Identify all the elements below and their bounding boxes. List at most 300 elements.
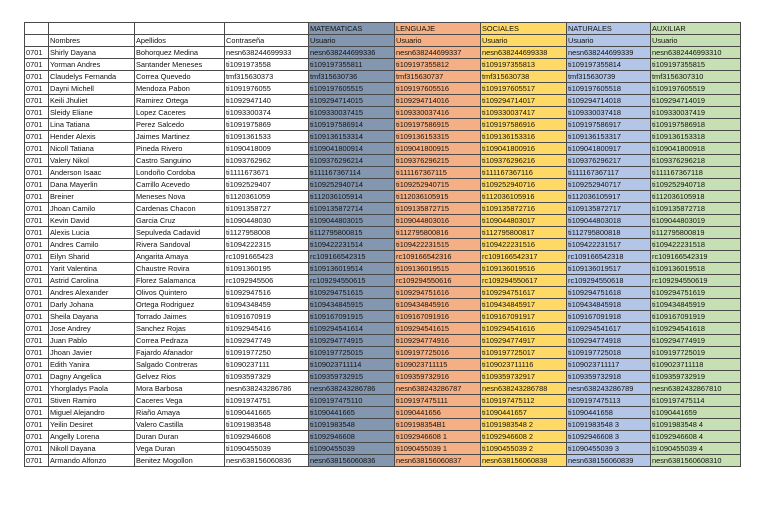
grupo-cell[interactable]: 0701	[25, 311, 49, 323]
usuario-naturales-cell[interactable]: ti109197355814	[567, 59, 651, 71]
subject-lenguaje[interactable]: LENGUAJE	[395, 23, 481, 35]
grupo-cell[interactable]: 0701	[25, 395, 49, 407]
usuario-auxiliar-cell[interactable]: ti109294714019	[651, 95, 741, 107]
usuario-auxiliar-cell[interactable]: rc109294550619	[651, 275, 741, 287]
usuario-naturales-cell[interactable]: ti1090455039 3	[567, 443, 651, 455]
usuario-naturales-cell[interactable]: ti109252940717	[567, 179, 651, 191]
usuario-lenguaje-cell[interactable]: ti109197355812	[395, 59, 481, 71]
usuario-auxiliar-cell[interactable]: ti109044803019	[651, 215, 741, 227]
usuario-matematicas-cell[interactable]: ti109044803015	[309, 215, 395, 227]
usuario-sociales-cell[interactable]: ti1090455039 2	[481, 443, 567, 455]
usuario-auxiliar-cell[interactable]: ti109197725019	[651, 347, 741, 359]
nombres-cell[interactable]: Dana Mayerlin	[49, 179, 135, 191]
usuario-sociales-cell[interactable]: ti109167091917	[481, 311, 567, 323]
usuario-auxiliar-cell[interactable]: ti109294751619	[651, 287, 741, 299]
contrasena-cell[interactable]: ti1094222315	[225, 239, 309, 251]
nombres-cell[interactable]: Sheila Dayana	[49, 311, 135, 323]
usuario-matematicas-cell[interactable]: ti109294751615	[309, 287, 395, 299]
empty-cell[interactable]	[49, 23, 135, 35]
apellidos-cell[interactable]: Mora Barbosa	[135, 383, 225, 395]
apellidos-cell[interactable]: Cardenas Chacon	[135, 203, 225, 215]
usuario-lenguaje-cell[interactable]: ti112795800816	[395, 227, 481, 239]
usuario-auxiliar-cell[interactable]: ti109294774919	[651, 335, 741, 347]
usuario-matematicas-cell[interactable]: ti109136153314	[309, 131, 395, 143]
usuario-naturales-cell[interactable]: ti1090441658	[567, 407, 651, 419]
usuario-auxiliar-cell[interactable]: ti109294541618	[651, 323, 741, 335]
usuario-matematicas-cell[interactable]: rc109294550615	[309, 275, 395, 287]
nombres-cell[interactable]: Valery Nikol	[49, 155, 135, 167]
usuario-lenguaje-cell[interactable]: ti109294751616	[395, 287, 481, 299]
grupo-cell[interactable]: 0701	[25, 167, 49, 179]
grupo-cell[interactable]: 0701	[25, 371, 49, 383]
usuario-matematicas-cell[interactable]: ti112795800815	[309, 227, 395, 239]
apellidos-cell[interactable]: Florez Salamanca	[135, 275, 225, 287]
usuario-sociales-cell[interactable]: ti109294774917	[481, 335, 567, 347]
contrasena-cell[interactable]: nesn638244699933	[225, 47, 309, 59]
grupo-cell[interactable]: 0701	[25, 71, 49, 83]
usuario-naturales-cell[interactable]: ti109294541617	[567, 323, 651, 335]
usuario-sociales-cell[interactable]: ti109197475112	[481, 395, 567, 407]
usuario-sociales-cell[interactable]: ti109197586916	[481, 119, 567, 131]
usuario-naturales-cell[interactable]: ti109294774918	[567, 335, 651, 347]
usuario-lenguaje-cell[interactable]: ti109197586915	[395, 119, 481, 131]
apellidos-cell[interactable]: Chaustre Rovira	[135, 263, 225, 275]
nombres-cell[interactable]: Alexis Lucia	[49, 227, 135, 239]
usuario-matematicas-cell[interactable]: ti109135872714	[309, 203, 395, 215]
grupo-cell[interactable]: 0701	[25, 227, 49, 239]
usuario-matematicas-cell[interactable]: ti109136019514	[309, 263, 395, 275]
usuario-sociales-cell[interactable]: ti109422231516	[481, 239, 567, 251]
usuario-naturales-cell[interactable]: ti109136153317	[567, 131, 651, 143]
usuario-lenguaje-cell[interactable]: ti109330037416	[395, 107, 481, 119]
usuario-auxiliar-cell[interactable]: ti109136153318	[651, 131, 741, 143]
usuario-lenguaje-cell[interactable]: ti109376296215	[395, 155, 481, 167]
nombres-cell[interactable]: Jose Andrey	[49, 323, 135, 335]
usuario-lenguaje-cell[interactable]: ti109135872715	[395, 203, 481, 215]
contrasena-cell[interactable]: ti1090418009	[225, 143, 309, 155]
usuario-lenguaje-cell[interactable]: ti109023711115	[395, 359, 481, 371]
usuario-lenguaje-cell[interactable]: tmf315630737	[395, 71, 481, 83]
usuario-lenguaje-cell[interactable]: ti109422231515	[395, 239, 481, 251]
header-usuario[interactable]: Usuario	[395, 35, 481, 47]
contrasena-cell[interactable]: ti1090448030	[225, 215, 309, 227]
usuario-lenguaje-cell[interactable]: ti109359732916	[395, 371, 481, 383]
usuario-auxiliar-cell[interactable]: ti109422231518	[651, 239, 741, 251]
contrasena-cell[interactable]: ti1091360195	[225, 263, 309, 275]
grupo-cell[interactable]: 0701	[25, 203, 49, 215]
usuario-sociales-cell[interactable]: ti109359732917	[481, 371, 567, 383]
contrasena-cell[interactable]: nesn638243286786	[225, 383, 309, 395]
apellidos-cell[interactable]: Angarita Amaya	[135, 251, 225, 263]
usuario-naturales-cell[interactable]: ti111167367117	[567, 167, 651, 179]
contrasena-cell[interactable]: ti1093597329	[225, 371, 309, 383]
apellidos-cell[interactable]: Benitez Mogollon	[135, 455, 225, 467]
nombres-cell[interactable]: Dagny Angelica	[49, 371, 135, 383]
usuario-lenguaje-cell[interactable]: ti109252940715	[395, 179, 481, 191]
grupo-cell[interactable]: 0701	[25, 95, 49, 107]
usuario-sociales-cell[interactable]: rc109166542317	[481, 251, 567, 263]
usuario-naturales-cell[interactable]: ti109359732918	[567, 371, 651, 383]
usuario-naturales-cell[interactable]: ti109041800917	[567, 143, 651, 155]
usuario-sociales-cell[interactable]: ti109136019516	[481, 263, 567, 275]
usuario-naturales-cell[interactable]: ti109023711117	[567, 359, 651, 371]
apellidos-cell[interactable]: Sanchez Rojas	[135, 323, 225, 335]
usuario-sociales-cell[interactable]: ti109044803017	[481, 215, 567, 227]
contrasena-cell[interactable]: ti1091975869	[225, 119, 309, 131]
grupo-cell[interactable]: 0701	[25, 431, 49, 443]
apellidos-cell[interactable]: Fajardo Afanador	[135, 347, 225, 359]
grupo-cell[interactable]: 0701	[25, 59, 49, 71]
usuario-lenguaje-cell[interactable]: ti1092946608 1	[395, 431, 481, 443]
contrasena-cell[interactable]: ti1094348459	[225, 299, 309, 311]
header-blank[interactable]	[25, 35, 49, 47]
grupo-cell[interactable]: 0701	[25, 455, 49, 467]
grupo-cell[interactable]: 0701	[25, 83, 49, 95]
nombres-cell[interactable]: Jhoan Javier	[49, 347, 135, 359]
contrasena-cell[interactable]: rc1091665423	[225, 251, 309, 263]
usuario-sociales-cell[interactable]: ti112036105916	[481, 191, 567, 203]
usuario-sociales-cell[interactable]: nesn638156060838	[481, 455, 567, 467]
usuario-lenguaje-cell[interactable]: ti109136019515	[395, 263, 481, 275]
usuario-matematicas-cell[interactable]: tmf315630736	[309, 71, 395, 83]
usuario-auxiliar-cell[interactable]: ti109252940718	[651, 179, 741, 191]
usuario-naturales-cell[interactable]: ti1091983548 3	[567, 419, 651, 431]
nombres-cell[interactable]: Nicoll Tatiana	[49, 143, 135, 155]
header-nombres[interactable]: Nombres	[49, 35, 135, 47]
apellidos-cell[interactable]: Mendoza Pabon	[135, 83, 225, 95]
nombres-cell[interactable]: Eilyn Sharid	[49, 251, 135, 263]
usuario-matematicas-cell[interactable]: ti109294774915	[309, 335, 395, 347]
contrasena-cell[interactable]: ti1091361533	[225, 131, 309, 143]
usuario-naturales-cell[interactable]: ti109197586917	[567, 119, 651, 131]
apellidos-cell[interactable]: Meneses Nova	[135, 191, 225, 203]
usuario-naturales-cell[interactable]: ti109294751618	[567, 287, 651, 299]
apellidos-cell[interactable]: Olivos Quintero	[135, 287, 225, 299]
header-usuario[interactable]: Usuario	[651, 35, 741, 47]
grupo-cell[interactable]: 0701	[25, 239, 49, 251]
usuario-lenguaje-cell[interactable]: ti109434845916	[395, 299, 481, 311]
nombres-cell[interactable]: Yeilin Desiret	[49, 419, 135, 431]
apellidos-cell[interactable]: Lopez Caceres	[135, 107, 225, 119]
usuario-lenguaje-cell[interactable]: ti109294774916	[395, 335, 481, 347]
usuario-naturales-cell[interactable]: ti109167091918	[567, 311, 651, 323]
usuario-sociales-cell[interactable]: ti109252940716	[481, 179, 567, 191]
empty-cell[interactable]	[225, 23, 309, 35]
usuario-lenguaje-cell[interactable]: ti109136153315	[395, 131, 481, 143]
contrasena-cell[interactable]: ti1093300374	[225, 107, 309, 119]
usuario-matematicas-cell[interactable]: ti109422231514	[309, 239, 395, 251]
usuario-naturales-cell[interactable]: rc109294550618	[567, 275, 651, 287]
usuario-lenguaje-cell[interactable]: ti1090441656	[395, 407, 481, 419]
usuario-auxiliar-cell[interactable]: tmf3156307310	[651, 71, 741, 83]
usuario-matematicas-cell[interactable]: ti109376296214	[309, 155, 395, 167]
nombres-cell[interactable]: Yarit Valentina	[49, 263, 135, 275]
usuario-lenguaje-cell[interactable]: ti109294714016	[395, 95, 481, 107]
nombres-cell[interactable]: Juan Pablo	[49, 335, 135, 347]
usuario-auxiliar-cell[interactable]: nesn6381560608310	[651, 455, 741, 467]
subject-naturales[interactable]: NATURALES	[567, 23, 651, 35]
apellidos-cell[interactable]: Caceres Vega	[135, 395, 225, 407]
contrasena-cell[interactable]: rc1092945506	[225, 275, 309, 287]
grupo-cell[interactable]: 0701	[25, 299, 49, 311]
usuario-matematicas-cell[interactable]: ti109197355811	[309, 59, 395, 71]
usuario-auxiliar-cell[interactable]: ti111167367118	[651, 167, 741, 179]
usuario-lenguaje-cell[interactable]: nesn638243286787	[395, 383, 481, 395]
usuario-lenguaje-cell[interactable]: ti109167091916	[395, 311, 481, 323]
nombres-cell[interactable]: Anderson Isaac	[49, 167, 135, 179]
grupo-cell[interactable]: 0701	[25, 287, 49, 299]
usuario-matematicas-cell[interactable]: ti109252940714	[309, 179, 395, 191]
usuario-auxiliar-cell[interactable]: ti109197475114	[651, 395, 741, 407]
usuario-lenguaje-cell[interactable]: ti109294541615	[395, 323, 481, 335]
usuario-sociales-cell[interactable]: ti109023711116	[481, 359, 567, 371]
apellidos-cell[interactable]: Correa Pedraza	[135, 335, 225, 347]
nombres-cell[interactable]: Hender Alexis	[49, 131, 135, 143]
usuario-sociales-cell[interactable]: ti109136153316	[481, 131, 567, 143]
grupo-cell[interactable]: 0701	[25, 47, 49, 59]
nombres-cell[interactable]: Nikoll Dayana	[49, 443, 135, 455]
usuario-auxiliar-cell[interactable]: ti109135872718	[651, 203, 741, 215]
grupo-cell[interactable]: 0701	[25, 131, 49, 143]
usuario-matematicas-cell[interactable]: ti1091983548	[309, 419, 395, 431]
nombres-cell[interactable]: Shirly Dayana	[49, 47, 135, 59]
usuario-auxiliar-cell[interactable]: ti1092946608 4	[651, 431, 741, 443]
usuario-matematicas-cell[interactable]: ti109359732915	[309, 371, 395, 383]
usuario-auxiliar-cell[interactable]: ti109023711118	[651, 359, 741, 371]
grupo-cell[interactable]: 0701	[25, 215, 49, 227]
usuario-naturales-cell[interactable]: nesn638156060839	[567, 455, 651, 467]
usuario-sociales-cell[interactable]: rc109294550617	[481, 275, 567, 287]
usuario-sociales-cell[interactable]: ti1090441657	[481, 407, 567, 419]
usuario-matematicas-cell[interactable]: ti109330037415	[309, 107, 395, 119]
apellidos-cell[interactable]: Valero Castilla	[135, 419, 225, 431]
usuario-lenguaje-cell[interactable]: ti109198354B1	[395, 419, 481, 431]
contrasena-cell[interactable]: ti1092947516	[225, 287, 309, 299]
contrasena-cell[interactable]: ti1091670919	[225, 311, 309, 323]
header-contrasena[interactable]: Contraseña	[225, 35, 309, 47]
apellidos-cell[interactable]: Pineda Rivero	[135, 143, 225, 155]
usuario-lenguaje-cell[interactable]: ti111167367115	[395, 167, 481, 179]
usuario-naturales-cell[interactable]: ti109044803018	[567, 215, 651, 227]
nombres-cell[interactable]: Lina Tatiana	[49, 119, 135, 131]
usuario-naturales-cell[interactable]: ti112795800818	[567, 227, 651, 239]
grupo-cell[interactable]: 0701	[25, 407, 49, 419]
usuario-naturales-cell[interactable]: ti109294714018	[567, 95, 651, 107]
empty-cell[interactable]	[25, 23, 49, 35]
usuario-auxiliar-cell[interactable]: ti1090441659	[651, 407, 741, 419]
apellidos-cell[interactable]: Londoño Cordoba	[135, 167, 225, 179]
usuario-auxiliar-cell[interactable]: ti109197586918	[651, 119, 741, 131]
usuario-lenguaje-cell[interactable]: ti109044803016	[395, 215, 481, 227]
usuario-sociales-cell[interactable]: ti109434845917	[481, 299, 567, 311]
usuario-auxiliar-cell[interactable]: ti1091983548 4	[651, 419, 741, 431]
contrasena-cell[interactable]: ti1092947749	[225, 335, 309, 347]
usuario-matematicas-cell[interactable]: ti1092946608	[309, 431, 395, 443]
subject-matematicas[interactable]: MATEMATICAS	[309, 23, 395, 35]
header-usuario[interactable]: Usuario	[309, 35, 395, 47]
usuario-sociales-cell[interactable]: tmf315630738	[481, 71, 567, 83]
apellidos-cell[interactable]: Carrillo Acevedo	[135, 179, 225, 191]
usuario-matematicas-cell[interactable]: ti109197725015	[309, 347, 395, 359]
grupo-cell[interactable]: 0701	[25, 383, 49, 395]
usuario-auxiliar-cell[interactable]: ti109136019518	[651, 263, 741, 275]
grupo-cell[interactable]: 0701	[25, 275, 49, 287]
usuario-naturales-cell[interactable]: ti109136019517	[567, 263, 651, 275]
apellidos-cell[interactable]: Perez Salcedo	[135, 119, 225, 131]
usuario-matematicas-cell[interactable]: nesn638156060836	[309, 455, 395, 467]
usuario-matematicas-cell[interactable]: ti109167091915	[309, 311, 395, 323]
contrasena-cell[interactable]: ti1091358727	[225, 203, 309, 215]
apellidos-cell[interactable]: Santander Meneses	[135, 59, 225, 71]
usuario-auxiliar-cell[interactable]: ti109330037419	[651, 107, 741, 119]
subject-sociales[interactable]: SOCIALES	[481, 23, 567, 35]
usuario-auxiliar-cell[interactable]: ti109359732919	[651, 371, 741, 383]
apellidos-cell[interactable]: Jaimes Martinez	[135, 131, 225, 143]
usuario-matematicas-cell[interactable]: ti1090455039	[309, 443, 395, 455]
usuario-naturales-cell[interactable]: ti109197475113	[567, 395, 651, 407]
grupo-cell[interactable]: 0701	[25, 107, 49, 119]
grupo-cell[interactable]: 0701	[25, 263, 49, 275]
usuario-matematicas-cell[interactable]: ti111167367114	[309, 167, 395, 179]
usuario-sociales-cell[interactable]: ti109197355813	[481, 59, 567, 71]
grupo-cell[interactable]: 0701	[25, 335, 49, 347]
usuario-matematicas-cell[interactable]: ti109434845915	[309, 299, 395, 311]
grupo-cell[interactable]: 0701	[25, 191, 49, 203]
usuario-matematicas-cell[interactable]: ti109023711114	[309, 359, 395, 371]
usuario-auxiliar-cell[interactable]: nesn6382432867810	[651, 383, 741, 395]
apellidos-cell[interactable]: Sepulveda Cadavid	[135, 227, 225, 239]
nombres-cell[interactable]: Keili Jhuliet	[49, 95, 135, 107]
usuario-lenguaje-cell[interactable]: ti1090455039 1	[395, 443, 481, 455]
contrasena-cell[interactable]: ti1091976055	[225, 83, 309, 95]
nombres-cell[interactable]: Dayni Michell	[49, 83, 135, 95]
contrasena-cell[interactable]: ti1091977250	[225, 347, 309, 359]
nombres-cell[interactable]: Astrid Carolina	[49, 275, 135, 287]
nombres-cell[interactable]: Jhoan Camilo	[49, 203, 135, 215]
apellidos-cell[interactable]: Bohorquez Medina	[135, 47, 225, 59]
usuario-auxiliar-cell[interactable]: ti109434845919	[651, 299, 741, 311]
usuario-sociales-cell[interactable]: nesn638243286788	[481, 383, 567, 395]
nombres-cell[interactable]: Sleidy Eliane	[49, 107, 135, 119]
nombres-cell[interactable]: Andres Alexander	[49, 287, 135, 299]
usuario-auxiliar-cell[interactable]: ti1090455039 4	[651, 443, 741, 455]
nombres-cell[interactable]: Kevin David	[49, 215, 135, 227]
contrasena-cell[interactable]: ti1111673671	[225, 167, 309, 179]
usuario-auxiliar-cell[interactable]: ti112795800819	[651, 227, 741, 239]
usuario-sociales-cell[interactable]: ti111167367116	[481, 167, 567, 179]
grupo-cell[interactable]: 0701	[25, 359, 49, 371]
usuario-sociales-cell[interactable]: ti112795800817	[481, 227, 567, 239]
usuario-matematicas-cell[interactable]: ti109197605515	[309, 83, 395, 95]
nombres-cell[interactable]: Angelly Lorena	[49, 431, 135, 443]
nombres-cell[interactable]: Breiner	[49, 191, 135, 203]
usuario-auxiliar-cell[interactable]: ti112036105918	[651, 191, 741, 203]
usuario-naturales-cell[interactable]: ti112036105917	[567, 191, 651, 203]
usuario-matematicas-cell[interactable]: rc109166542315	[309, 251, 395, 263]
nombres-cell[interactable]: Claudelys Fernanda	[49, 71, 135, 83]
apellidos-cell[interactable]: Ortega Rodriguez	[135, 299, 225, 311]
apellidos-cell[interactable]: Torrado Jaimes	[135, 311, 225, 323]
usuario-naturales-cell[interactable]: nesn638243286789	[567, 383, 651, 395]
usuario-lenguaje-cell[interactable]: nesn638244699337	[395, 47, 481, 59]
usuario-lenguaje-cell[interactable]: ti109197725016	[395, 347, 481, 359]
usuario-lenguaje-cell[interactable]: rc109294550616	[395, 275, 481, 287]
usuario-auxiliar-cell[interactable]: nesn6382446993310	[651, 47, 741, 59]
usuario-matematicas-cell[interactable]: ti109294714015	[309, 95, 395, 107]
apellidos-cell[interactable]: Vega Duran	[135, 443, 225, 455]
usuario-matematicas-cell[interactable]: ti109041800914	[309, 143, 395, 155]
usuario-lenguaje-cell[interactable]: ti109041800915	[395, 143, 481, 155]
usuario-auxiliar-cell[interactable]: rc109166542319	[651, 251, 741, 263]
grupo-cell[interactable]: 0701	[25, 179, 49, 191]
apellidos-cell[interactable]: Gelvez Rios	[135, 371, 225, 383]
usuario-sociales-cell[interactable]: ti109294714017	[481, 95, 567, 107]
usuario-auxiliar-cell[interactable]: ti109041800918	[651, 143, 741, 155]
grupo-cell[interactable]: 0701	[25, 443, 49, 455]
usuario-sociales-cell[interactable]: ti109330037417	[481, 107, 567, 119]
subject-auxiliar[interactable]: AUXILIAR	[651, 23, 741, 35]
usuario-naturales-cell[interactable]: nesn638244699339	[567, 47, 651, 59]
usuario-matematicas-cell[interactable]: nesn638243286786	[309, 383, 395, 395]
usuario-lenguaje-cell[interactable]: ti112036105915	[395, 191, 481, 203]
usuario-sociales-cell[interactable]: ti1092946608 2	[481, 431, 567, 443]
usuario-naturales-cell[interactable]: tmf315630739	[567, 71, 651, 83]
usuario-naturales-cell[interactable]: ti109376296217	[567, 155, 651, 167]
usuario-naturales-cell[interactable]: rc109166542318	[567, 251, 651, 263]
nombres-cell[interactable]: Armando Alfonzo	[49, 455, 135, 467]
grupo-cell[interactable]: 0701	[25, 143, 49, 155]
usuario-sociales-cell[interactable]: ti109135872716	[481, 203, 567, 215]
usuario-naturales-cell[interactable]: ti109135872717	[567, 203, 651, 215]
usuario-lenguaje-cell[interactable]: ti109197475111	[395, 395, 481, 407]
usuario-lenguaje-cell[interactable]: ti109197605516	[395, 83, 481, 95]
apellidos-cell[interactable]: Castro Sanguino	[135, 155, 225, 167]
usuario-naturales-cell[interactable]: ti109434845918	[567, 299, 651, 311]
header-usuario[interactable]: Usuario	[481, 35, 567, 47]
usuario-sociales-cell[interactable]: ti109197725017	[481, 347, 567, 359]
nombres-cell[interactable]: Stiven Ramiro	[49, 395, 135, 407]
grupo-cell[interactable]: 0701	[25, 251, 49, 263]
usuario-auxiliar-cell[interactable]: ti109197605519	[651, 83, 741, 95]
apellidos-cell[interactable]: Correa Quevedo	[135, 71, 225, 83]
usuario-sociales-cell[interactable]: ti109041800916	[481, 143, 567, 155]
usuario-matematicas-cell[interactable]: ti109197475110	[309, 395, 395, 407]
usuario-auxiliar-cell[interactable]: ti109167091919	[651, 311, 741, 323]
contrasena-cell[interactable]: ti1092945416	[225, 323, 309, 335]
empty-cell[interactable]	[135, 23, 225, 35]
contrasena-cell[interactable]: ti1092529407	[225, 179, 309, 191]
contrasena-cell[interactable]: ti1092946608	[225, 431, 309, 443]
usuario-sociales-cell[interactable]: ti109294751617	[481, 287, 567, 299]
apellidos-cell[interactable]: Rivera Sandoval	[135, 239, 225, 251]
usuario-naturales-cell[interactable]: ti109422231517	[567, 239, 651, 251]
usuario-lenguaje-cell[interactable]: nesn638156060837	[395, 455, 481, 467]
grupo-cell[interactable]: 0701	[25, 419, 49, 431]
contrasena-cell[interactable]: ti1091973558	[225, 59, 309, 71]
usuario-auxiliar-cell[interactable]: ti109376296218	[651, 155, 741, 167]
nombres-cell[interactable]: Andres Camilo	[49, 239, 135, 251]
usuario-matematicas-cell[interactable]: ti112036105914	[309, 191, 395, 203]
grupo-cell[interactable]: 0701	[25, 347, 49, 359]
contrasena-cell[interactable]: ti1090237111	[225, 359, 309, 371]
usuario-sociales-cell[interactable]: ti109294541616	[481, 323, 567, 335]
contrasena-cell[interactable]: ti1091974751	[225, 395, 309, 407]
nombres-cell[interactable]: Miguel Alejandro	[49, 407, 135, 419]
apellidos-cell[interactable]: Garcia Cruz	[135, 215, 225, 227]
contrasena-cell[interactable]: ti1092947140	[225, 95, 309, 107]
grupo-cell[interactable]: 0701	[25, 323, 49, 335]
contrasena-cell[interactable]: ti1093762962	[225, 155, 309, 167]
